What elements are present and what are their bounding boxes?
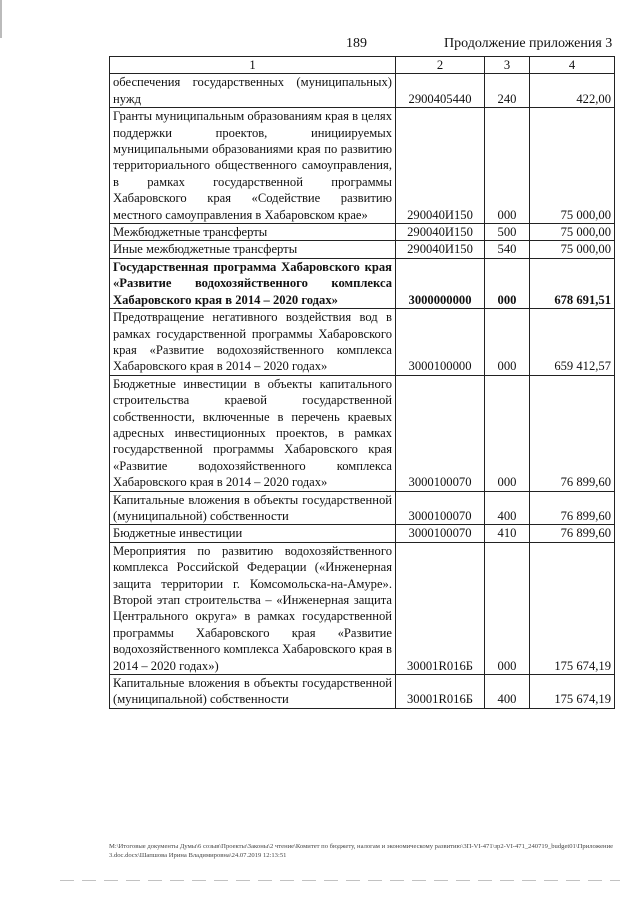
row-code-cell: 290040И150 — [396, 108, 485, 224]
column-header: 1 — [110, 57, 396, 74]
table-row — [110, 542, 615, 674]
row-name-cell: Гранты муниципальным образованиям края в целях поддержки проектов, инициируемых муниципальными образованиями края по развитию территориального общественного самоуправления, в рамках государственной программы Хабаровского края «Содействие развитию местного самоуправления в Хабаровском крае» — [110, 108, 396, 224]
row-code-cell: 3000000000 — [396, 258, 485, 308]
row-name-cell: Капитальные вложения в объекты государственной (муниципальной) собственности — [110, 675, 396, 709]
table-row — [110, 491, 615, 525]
table-row — [110, 241, 615, 258]
row-name-cell: Капитальные вложения в объекты государственной (муниципальной) собственности — [110, 491, 396, 525]
row-sum-cell: 75 000,00 — [530, 241, 615, 258]
row-code-cell: 3000100070 — [396, 525, 485, 542]
row-sum-cell: 75 000,00 — [530, 224, 615, 241]
scan-artifact-line — [60, 880, 620, 881]
table-body — [110, 74, 615, 708]
row-sum-cell: 175 674,19 — [530, 542, 615, 674]
continuation-title: Продолжение приложения 3 — [444, 36, 613, 51]
scan-edge-mark — [0, 0, 2, 38]
row-name-cell: обеспечения государственных (муниципальных) нужд — [110, 74, 396, 108]
row-name-cell: Бюджетные инвестиции — [110, 525, 396, 542]
row-sum-cell: 422,00 — [530, 74, 615, 108]
row-name-cell: Бюджетные инвестиции в объекты капитального строительства краевой государственной собственности, включенные в перечень краевых адресных инвестиционных проектов, в рамках государственной программы Хабаровского края «Развитие водохозяйственного комплекса Хабаровского края в 2014 – 2020 годах» — [110, 375, 396, 491]
row-code-cell: 30001R016Б — [396, 675, 485, 709]
table-row — [110, 525, 615, 542]
row-type-cell: 500 — [485, 224, 530, 241]
row-type-cell: 000 — [485, 108, 530, 224]
row-code-cell: 3000100070 — [396, 491, 485, 525]
row-type-cell: 240 — [485, 74, 530, 108]
table-row — [110, 375, 615, 491]
row-type-cell: 400 — [485, 491, 530, 525]
budget-table — [109, 56, 615, 709]
table-row — [110, 258, 615, 308]
row-sum-cell: 76 899,60 — [530, 375, 615, 491]
row-sum-cell: 678 691,51 — [530, 258, 615, 308]
row-sum-cell: 76 899,60 — [530, 525, 615, 542]
page-number: 189 — [346, 36, 367, 51]
row-type-cell: 000 — [485, 258, 530, 308]
row-code-cell: 3000100070 — [396, 375, 485, 491]
column-header: 2 — [396, 57, 485, 74]
row-type-cell: 400 — [485, 675, 530, 709]
row-code-cell: 290040И150 — [396, 241, 485, 258]
row-name-cell: Мероприятия по развитию водохозяйственного комплекса Российской Федерации («Инженерная защита территории г. Комсомольска-на-Амуре». Второй этап строительства – «Инженерная защита Центрального округа» в рамках государственной программы Хабаровского края «Развитие водохозяйственного комплекса Хабаровского края в 2014 – 2020 годах») — [110, 542, 396, 674]
row-type-cell: 410 — [485, 525, 530, 542]
row-sum-cell: 659 412,57 — [530, 309, 615, 376]
row-name-cell: Предотвращение негативного воздействия вод в рамках государственной программы Хабаровского края «Развитие водохозяйственного комплекса Хабаровского края в 2014 – 2020 годах» — [110, 309, 396, 376]
row-type-cell: 000 — [485, 309, 530, 376]
table-row — [110, 74, 615, 108]
row-name-cell: Иные межбюджетные трансферты — [110, 241, 396, 258]
row-name-cell: Государственная программа Хабаровского края «Развитие водохозяйственного комплекса Хабаровского края в 2014 – 2020 годах» — [110, 258, 396, 308]
row-sum-cell: 75 000,00 — [530, 108, 615, 224]
row-code-cell: 3000100000 — [396, 309, 485, 376]
row-code-cell: 2900405440 — [396, 74, 485, 108]
table-row — [110, 309, 615, 376]
column-header: 4 — [530, 57, 615, 74]
column-header: 3 — [485, 57, 530, 74]
table-row — [110, 675, 615, 709]
row-sum-cell: 76 899,60 — [530, 491, 615, 525]
row-type-cell: 540 — [485, 241, 530, 258]
table-row — [110, 108, 615, 224]
row-type-cell: 000 — [485, 542, 530, 674]
table-row — [110, 224, 615, 241]
row-type-cell: 000 — [485, 375, 530, 491]
row-code-cell: 30001R016Б — [396, 542, 485, 674]
row-sum-cell: 175 674,19 — [530, 675, 615, 709]
table-header-row — [110, 57, 615, 74]
document-path-footer: M:\Итоговые документы Думы\6 созыв\Проекты\Законы\2 чтение\Комитет по бюджету, налогам и экономическому развитию\3П-VI-471\зр2-VI-471_240719_budget01\Приложение 3.doc.docx\Шапшова Ирина Владимировна\24.07.2019 12:13:51 — [109, 843, 614, 859]
row-code-cell: 290040И150 — [396, 224, 485, 241]
row-name-cell: Межбюджетные трансферты — [110, 224, 396, 241]
